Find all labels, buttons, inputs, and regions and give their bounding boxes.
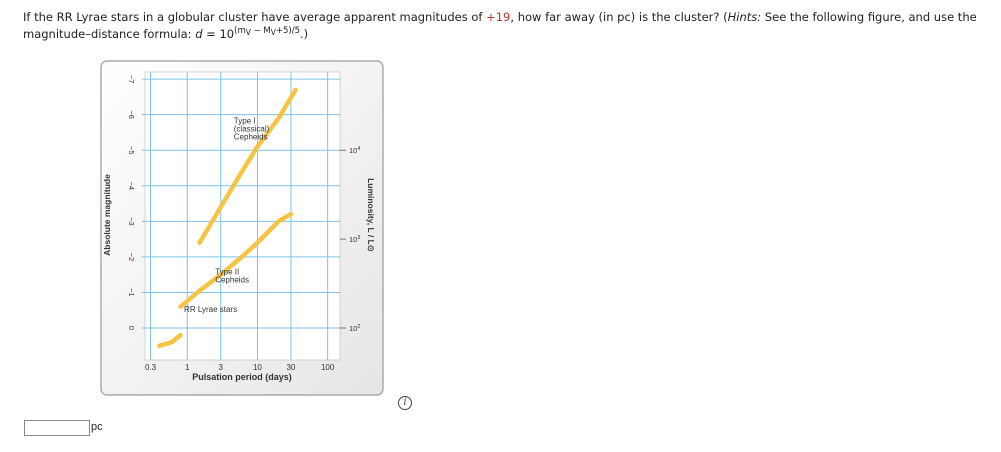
question-part-2: , how far away (in pc) is the cluster? ( xyxy=(510,10,728,24)
question-part-1: If the RR Lyrae stars in a globular cluster have average apparent magnitudes of xyxy=(23,10,487,24)
x-tick-label: 0.3 xyxy=(144,363,157,372)
formula-exponent: (mV − MV+5)/5 xyxy=(234,26,301,37)
series-label-type-i: Type I xyxy=(233,116,256,126)
y-tick-label: −4 xyxy=(127,181,136,191)
x-tick-label: 10 xyxy=(252,363,262,372)
series-label-type-ii: Type II xyxy=(215,267,240,277)
y-axis-title-right: Luminosity, L / L⊙ xyxy=(366,178,376,252)
y-tick-label: −5 xyxy=(127,145,136,155)
y-tick-label: 0 xyxy=(127,325,136,331)
y-tick-label: −6 xyxy=(127,110,136,119)
right-tick-label: $10^3$ xyxy=(349,235,361,245)
y-axis-title-left: Absolute magnitude xyxy=(102,174,112,256)
question-text xyxy=(23,9,983,45)
y-tick-label: −2 xyxy=(127,252,136,262)
x-tick-label: 3 xyxy=(218,363,223,372)
y-tick-label: −7 xyxy=(127,74,136,84)
formula-lhs: d xyxy=(195,27,203,41)
question-part-4: .) xyxy=(300,27,309,41)
plot-area xyxy=(145,72,340,360)
x-tick-label: 100 xyxy=(320,363,335,372)
answer-input[interactable] xyxy=(24,420,90,436)
y-tick-label: −1 xyxy=(127,288,136,297)
series-label-type-ii: Cepheids xyxy=(215,275,250,285)
y-tick-label: −3 xyxy=(127,217,136,226)
period-luminosity-chart xyxy=(100,60,390,400)
question-part-3: See the following figure, and use the magnitude–distance formula: xyxy=(23,10,977,41)
right-tick-label: $10^4$ xyxy=(349,146,361,156)
x-tick-label: 30 xyxy=(286,363,296,372)
info-icon[interactable]: i xyxy=(398,396,412,410)
right-tick-label: $10^2$ xyxy=(349,324,361,333)
hints-label: Hints: xyxy=(727,10,762,24)
series-label-type-i: Cepheids xyxy=(233,132,268,142)
x-tick-label: 1 xyxy=(185,363,190,372)
answer-unit-label: pc xyxy=(91,421,103,433)
series-label-type-i: (classical) xyxy=(233,124,270,134)
period-luminosity-figure xyxy=(100,60,390,404)
apparent-magnitude-value: +19 xyxy=(486,10,511,24)
x-axis-title: Pulsation period (days) xyxy=(192,372,292,382)
formula-eq: = 10 xyxy=(202,27,235,41)
series-label-rr-lyrae: RR Lyrae stars xyxy=(184,305,238,314)
